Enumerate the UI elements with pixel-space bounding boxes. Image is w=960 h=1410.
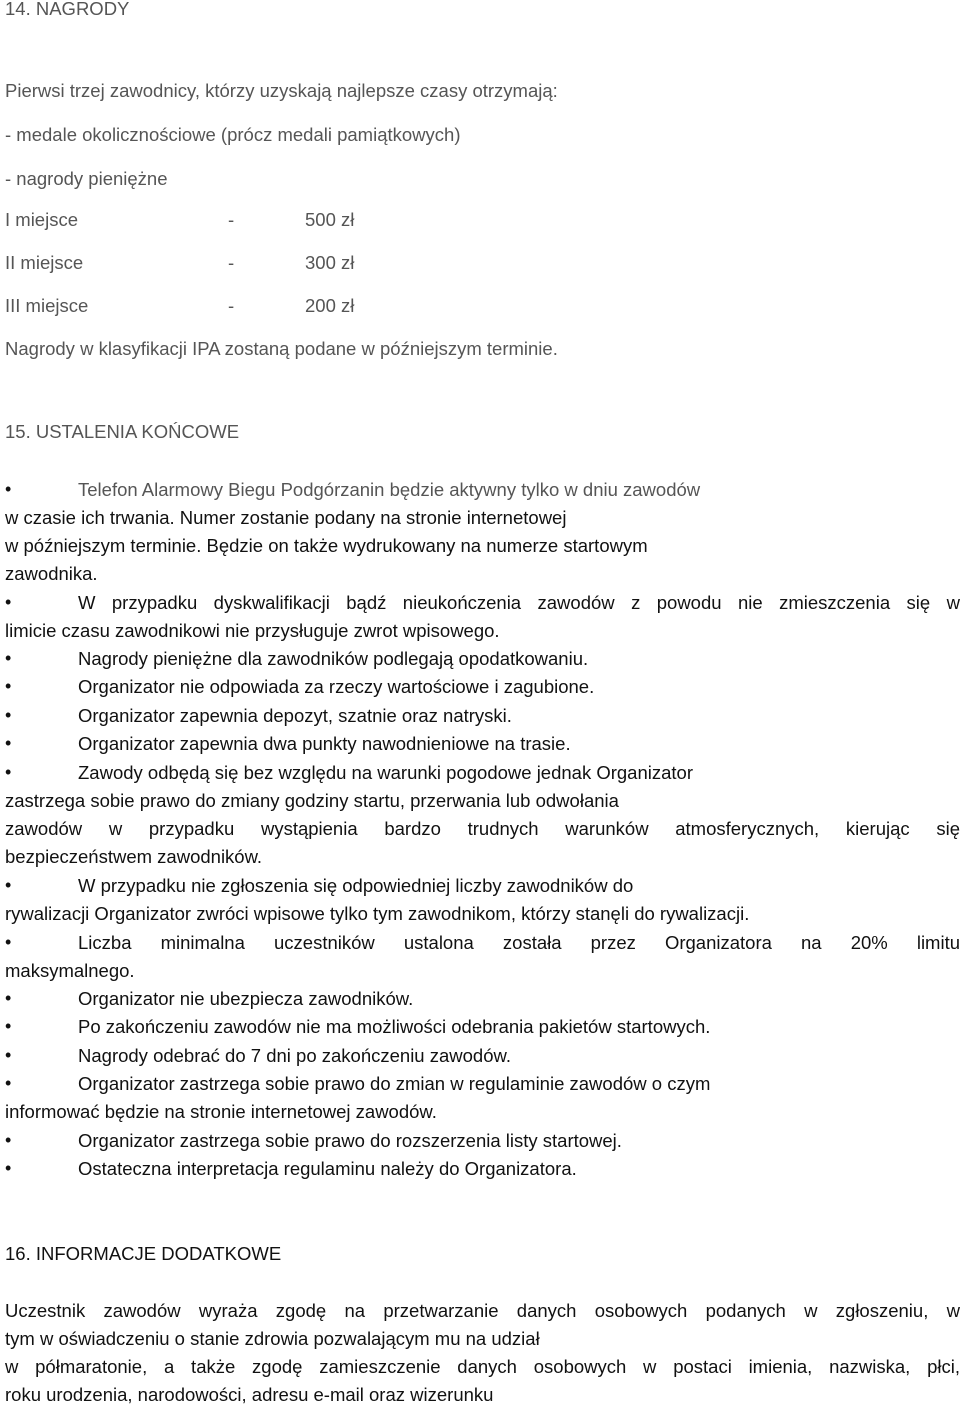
prize-dash: - xyxy=(228,252,235,273)
prize-place: III miejsce xyxy=(5,295,89,316)
consent-line-2: tym w oświadczeniu o stanie zdrowia pozwalającym mu na udział xyxy=(5,1328,540,1349)
final-item-11: Po zakończeniu zawodów nie ma możliwości odebrania pakietów startowych. xyxy=(78,1016,711,1037)
final-item-14: Organizator zastrzega sobie prawo do rozszerzenia listy startowej. xyxy=(78,1130,622,1151)
final-item-1-line-1: Telefon Alarmowy Biegu Podgórzanin będzie aktywny tylko w dniu zawodów xyxy=(78,479,701,500)
final-item-1-line-2: w czasie ich trwania. Numer zostanie podany na stronie internetowej xyxy=(5,507,567,528)
final-item-9-line-1: Liczba minimalna uczestników ustalona została przez Organizatora na 20% limitu xyxy=(78,932,960,953)
prize-place: I miejsce xyxy=(5,209,78,230)
bullet-icon: • xyxy=(5,733,12,753)
final-item-3: Nagrody pieniężne dla zawodników podlegają opodatkowaniu. xyxy=(78,648,589,669)
bullet-icon: • xyxy=(5,648,12,668)
bullet-icon: • xyxy=(5,1130,12,1150)
final-item-2-line-1: W przypadku dyskwalifikacji bądź nieukończenia zawodów z powodu nie zmieszczenia się w xyxy=(78,592,960,613)
prize-dash: - xyxy=(228,209,235,230)
prize-place: II miejsce xyxy=(5,252,84,273)
final-item-7-line-4: bezpieczeństwem zawodników. xyxy=(5,846,263,867)
final-item-12: Nagrody odebrać do 7 dni po zakończeniu zawodów. xyxy=(78,1045,511,1066)
final-item-5: Organizator zapewnia depozyt, szatnie oraz natryski. xyxy=(78,705,512,726)
bullet-icon: • xyxy=(5,1016,12,1036)
final-item-7-line-2: zastrzega sobie prawo do zmiany godziny startu, przerwania lub odwołania xyxy=(5,790,619,811)
final-item-15: Ostateczna interpretacja regulaminu należy do Organizatora. xyxy=(78,1158,577,1179)
final-item-13-line-1: Organizator zastrzega sobie prawo do zmian w regulaminie zawodów o czym xyxy=(78,1073,711,1094)
final-item-8-line-2: rywalizacji Organizator zwróci wpisowe tylko tym zawodnikom, którzy stanęli do rywalizacji. xyxy=(5,903,750,924)
final-item-7-line-1: Zawody odbędą się bez względu na warunki pogodowe jednak Organizator xyxy=(78,762,693,783)
consent-line-3: w półmaratonie, a także zgodę zamieszczenie danych osobowych w postaci imienia, nazwiska, płci, xyxy=(5,1356,960,1377)
bullet-icon: • xyxy=(5,762,12,782)
bullet-icon: • xyxy=(5,1158,12,1178)
section-14-heading: 14. NAGRODY xyxy=(5,0,130,19)
final-item-10: Organizator nie ubezpiecza zawodników. xyxy=(78,988,414,1009)
final-item-1-line-3: w późniejszym terminie. Będzie on także wydrukowany na numerze startowym xyxy=(5,535,648,556)
prize-item-money: - nagrody pieniężne xyxy=(5,168,168,189)
final-item-8-line-1: W przypadku nie zgłoszenia się odpowiedniej liczby zawodników do xyxy=(78,875,634,896)
prize-amount: 500 zł xyxy=(305,209,355,230)
final-item-2-line-2: limicie czasu zawodnikowi nie przysługuje zwrot wpisowego. xyxy=(5,620,500,641)
bullet-icon: • xyxy=(5,676,12,696)
ipa-note: Nagrody w klasyfikacji IPA zostaną podane w późniejszym terminie. xyxy=(5,338,558,359)
consent-line-4: roku urodzenia, narodowości, adresu e-mail oraz wizerunku xyxy=(5,1384,494,1405)
consent-line-1: Uczestnik zawodów wyraża zgodę na przetwarzanie danych osobowych podanych w zgłoszeniu, w xyxy=(5,1300,960,1321)
bullet-icon: • xyxy=(5,875,12,895)
bullet-icon: • xyxy=(5,932,12,952)
final-item-7-line-3: zawodów w przypadku wystąpienia bardzo trudnych warunków atmosferycznych, kierując się xyxy=(5,818,960,839)
bullet-icon: • xyxy=(5,592,12,612)
bullet-icon: • xyxy=(5,705,12,725)
final-item-4: Organizator nie odpowiada za rzeczy wartościowe i zagubione. xyxy=(78,676,595,697)
bullet-icon: • xyxy=(5,1073,12,1093)
bullet-icon: • xyxy=(5,479,12,499)
prize-amount: 300 zł xyxy=(305,252,355,273)
prize-dash: - xyxy=(228,295,235,316)
bullet-icon: • xyxy=(5,1045,12,1065)
prize-amount: 200 zł xyxy=(305,295,355,316)
section-15-heading: 15. USTALENIA KOŃCOWE xyxy=(5,421,240,442)
prizes-intro: Pierwsi trzej zawodnicy, którzy uzyskają najlepsze czasy otrzymają: xyxy=(5,80,558,101)
final-item-6: Organizator zapewnia dwa punkty nawodnieniowe na trasie. xyxy=(78,733,571,754)
final-item-9-line-2: maksymalnego. xyxy=(5,960,135,981)
final-item-1-line-4: zawodnika. xyxy=(5,563,98,584)
prize-item-medals: - medale okolicznościowe (prócz medali pamiątkowych) xyxy=(5,124,461,145)
bullet-icon: • xyxy=(5,988,12,1008)
section-16-heading: 16. INFORMACJE DODATKOWE xyxy=(5,1243,282,1264)
final-item-13-line-2: informować będzie na stronie internetowej zawodów. xyxy=(5,1101,437,1122)
